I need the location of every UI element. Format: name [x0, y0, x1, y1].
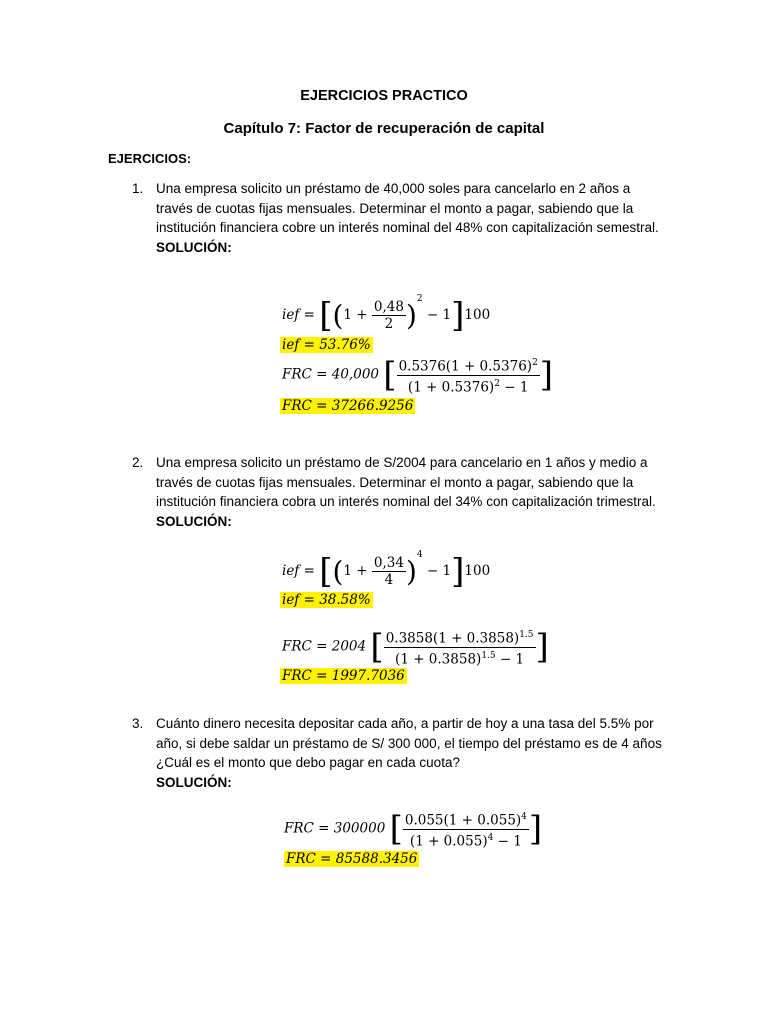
problem-text: Una empresa solicito un préstamo de 40,000 soles para cancelarlo en 2 años a través de cuotas fijas mensuales. Determinar el monto a pagar, sabiendo que la institución financiera cobre un interés nominal del 48% con capitalización semestral.	[156, 181, 659, 235]
frc-result-1: FRC = 37266.9256	[282, 398, 414, 414]
problem-text: Cuánto dinero necesita depositar cada año, a partir de hoy a una tasa del 5.5% por año, si debe saldar un préstamo de S/ 300 000, el tiempo del préstamo es de 4 años ¿Cuál es el monto que debo pagar en cada cuota?	[156, 716, 662, 770]
problem-3	[132, 714, 662, 792]
ief-formula-1: ief = [(1 + $\frac{0,48}{2}$ )$^2$ − 1]100	[282, 294, 491, 336]
problem-1	[132, 179, 662, 257]
solution-label: SOLUCIÓN:	[156, 774, 232, 790]
problem-text: Una empresa solicito un préstamo de S/2004 para cancelario en 1 años y medio a través de cuotas fijas mensuales. Determinar el monto a pagar, sabiendo que la institución financiera cobra un interés nominal del 34% con capitalización trimestral.	[156, 455, 656, 509]
ief-result-1: ief = 53.76%	[282, 337, 371, 353]
frc-result-3: FRC = 85588.3456	[286, 851, 418, 867]
ief-result-2: ief = 38.58%	[282, 592, 371, 608]
problem-number: 2.	[132, 455, 144, 470]
frc-formula-2: FRC = 2004 [ $\frac{0.3858(1 + 0.3858)^{1.5}}{(1 + 0.3858)^{1.5} - 1}$ ]	[282, 627, 549, 667]
chapter-title: Capítulo 7: Factor de recuperación de capital	[223, 120, 545, 137]
ief-formula-2: ief = [(1 + $\frac{0,34}{4}$ )$^4$ − 1]100	[282, 550, 491, 592]
problem-number: 3.	[132, 716, 144, 731]
frc-result-2: FRC = 1997.7036	[282, 668, 405, 684]
frc-formula-1: FRC = 40,000 [ $\frac{0.5376(1 + 0.5376)^2}{(1 + 0.5376)^2 - 1}$ ]	[282, 355, 554, 395]
frc-formula-3: FRC = 300000 [ $\frac{0.055(1 + 0.055)^4}{(1 + 0.055)^4 - 1}$ ]	[284, 809, 543, 849]
solution-label: SOLUCIÓN:	[156, 513, 232, 529]
section-heading: EJERCICIOS:	[108, 151, 192, 166]
document-title: EJERCICIOS PRACTICO	[300, 88, 468, 104]
problem-2	[132, 453, 662, 531]
problem-number: 1.	[132, 181, 144, 196]
solution-label: SOLUCIÓN:	[156, 239, 232, 255]
